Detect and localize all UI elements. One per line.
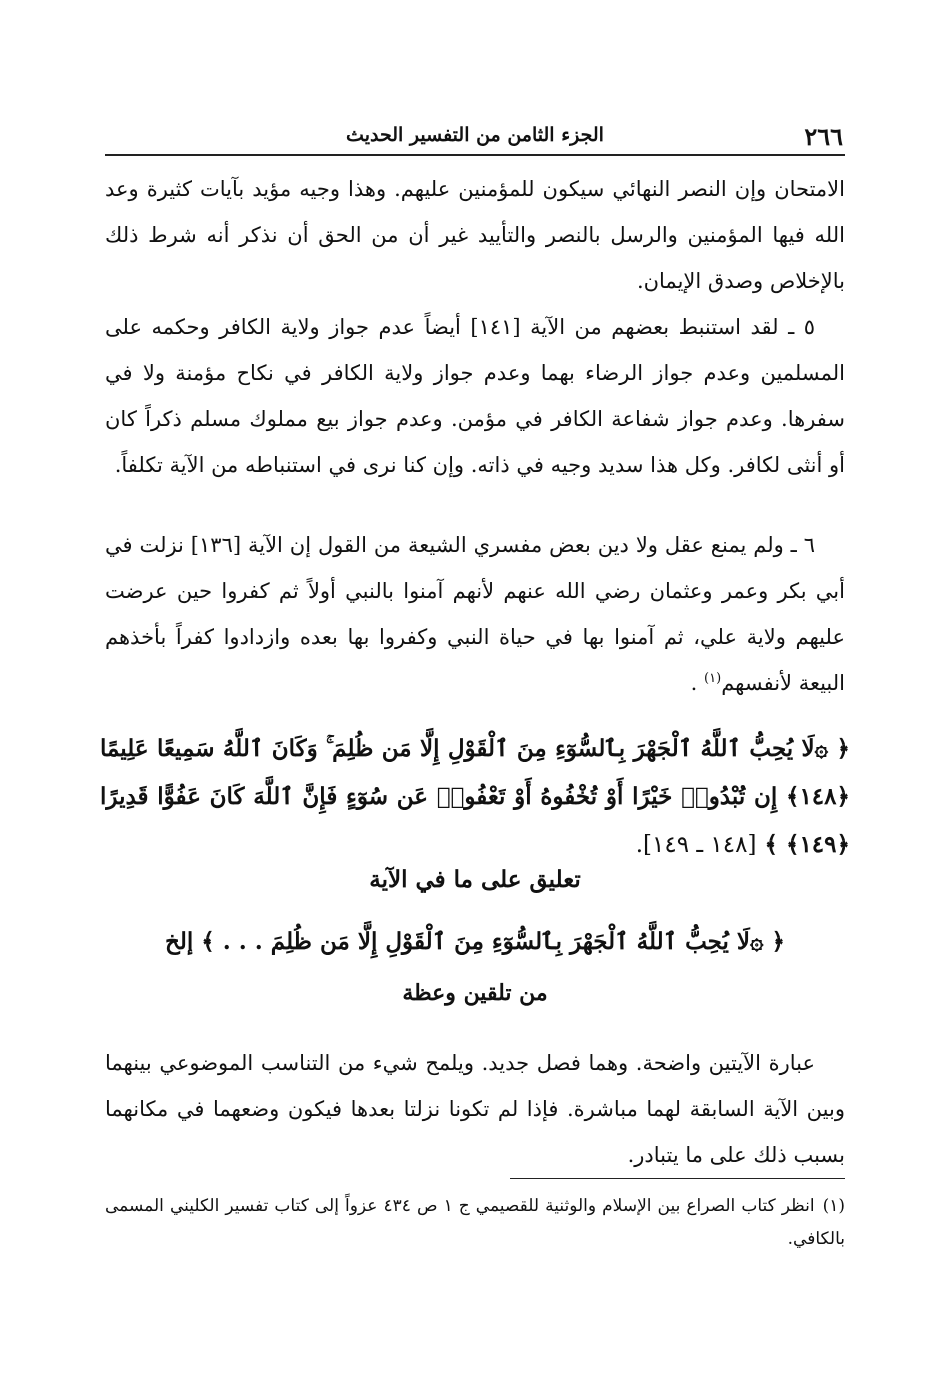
paragraph-text: ٦ ـ ولم يمنع عقل ولا دين بعض مفسري الشيعة من القول إن الآية [١٣٦] نزلت في أبي بكر وعمر وعثمان رضي الله عنهم لأنهم آمنوا بالنبي أولاً ثم كفروا حين عرضت عليهم ولاية علي، ثم آمنوا بها في حياة النبي وكفروا بها بعده وازدادوا كفراً بأخذهم البيعة لأنفسهم (105, 533, 845, 695)
footnote-text: انظر كتاب الصراع بين الإسلام والوثنية للقصيمي ج ١ ص ٤٣٤ عزواً إلى كتاب تفسير الكليني المسمى بالكافي. (105, 1196, 845, 1249)
paragraph-text: ٥ ـ لقد استنبط بعضهم من الآية [١٤١] أيضاً عدم جواز ولاية الكافر وحكمه على المسلمين وعدم جواز الرضاء بهما وعدم جواز ولاية الكافر في نكاح مؤمنة ولا في سفرها. وعدم جواز شفاعة الكافر في مؤمن. وعدم جواز بيع مملوك مسلم ذكراً كان أو أنثى لكافر. وكل هذا سديد وجيه في ذاته. وإن كنا نرى في استنباطه من الآية تكلفاً. (105, 315, 845, 477)
paragraph-point-5 (105, 304, 845, 488)
page-header (105, 118, 845, 156)
footnote-mark: (١) (822, 1196, 845, 1216)
quran-verse-block (100, 725, 850, 869)
footnote-divider (510, 1178, 845, 1179)
section-title: تعليق على ما في الآية (369, 866, 581, 893)
commentary-paragraph (105, 1040, 845, 1178)
paragraph-continuation (105, 166, 845, 304)
section-verse-excerpt: ﴿ ۞لَا يُحِبُّ ٱللَّهُ ٱلْجَهْرَ بِٱلسُّوٓءِ مِنَ ٱلْقَوْلِ إِلَّا مَن ظُلِمَ . . . ﴾ إلخ (164, 928, 785, 955)
running-title: الجزء الثامن من التفسير الحديث (346, 124, 604, 146)
section-subtitle: من تلقين وعظة (402, 980, 548, 1006)
paragraph-text: الامتحان وإن النصر النهائي سيكون للمؤمنين عليهم. وهذا وجيه مؤيد بآيات كثيرة وعد الله فيها المؤمنين والرسل بالنصر والتأييد غير أن من الحق أن نذكر أنه شرط ذلك بالإخلاص وصدق الإيمان. (105, 177, 845, 293)
footnote-reference: (١) (704, 671, 722, 686)
footnote (105, 1190, 845, 1256)
paragraph-end-punct: . (690, 671, 698, 695)
verse-reference: [١٤٨ ـ ١٤٩]. (635, 832, 757, 858)
quran-verse-text: ﴿ ۞لَا يُحِبُّ ٱللَّهُ ٱلْجَهْرَ بِٱلسُّوٓءِ مِنَ ٱلْقَوْلِ إِلَّا مَن ظُلِمَ ۚ وَكَانَ ٱللَّهُ سَمِيعًا عَلِيمًا ﴿١٤٨﴾ إِن تُبْدُوا۟ خَيْرًا أَوْ تُخْفُوهُ أَوْ تَعْفُوا۟ عَن سُوٓءٍ فَإِنَّ ٱللَّهَ كَانَ عَفُوًّا قَدِيرًا ﴿١٤٩﴾ ﴾ (100, 735, 850, 858)
paragraph-point-6 (105, 522, 845, 706)
paragraph-text-wrapper (105, 522, 845, 706)
paragraph-text: عبارة الآيتين واضحة. وهما فصل جديد. ويلمح شيء من التناسب الموضوعي بينهما وبين الآية السابقة لهما مباشرة. فإذا لم تكونا نزلتا بعدها فيكون وضعهما في مكانهما بسبب ذلك على ما يتبادر. (105, 1051, 845, 1167)
page-number: ٢٦٦ (804, 122, 843, 151)
